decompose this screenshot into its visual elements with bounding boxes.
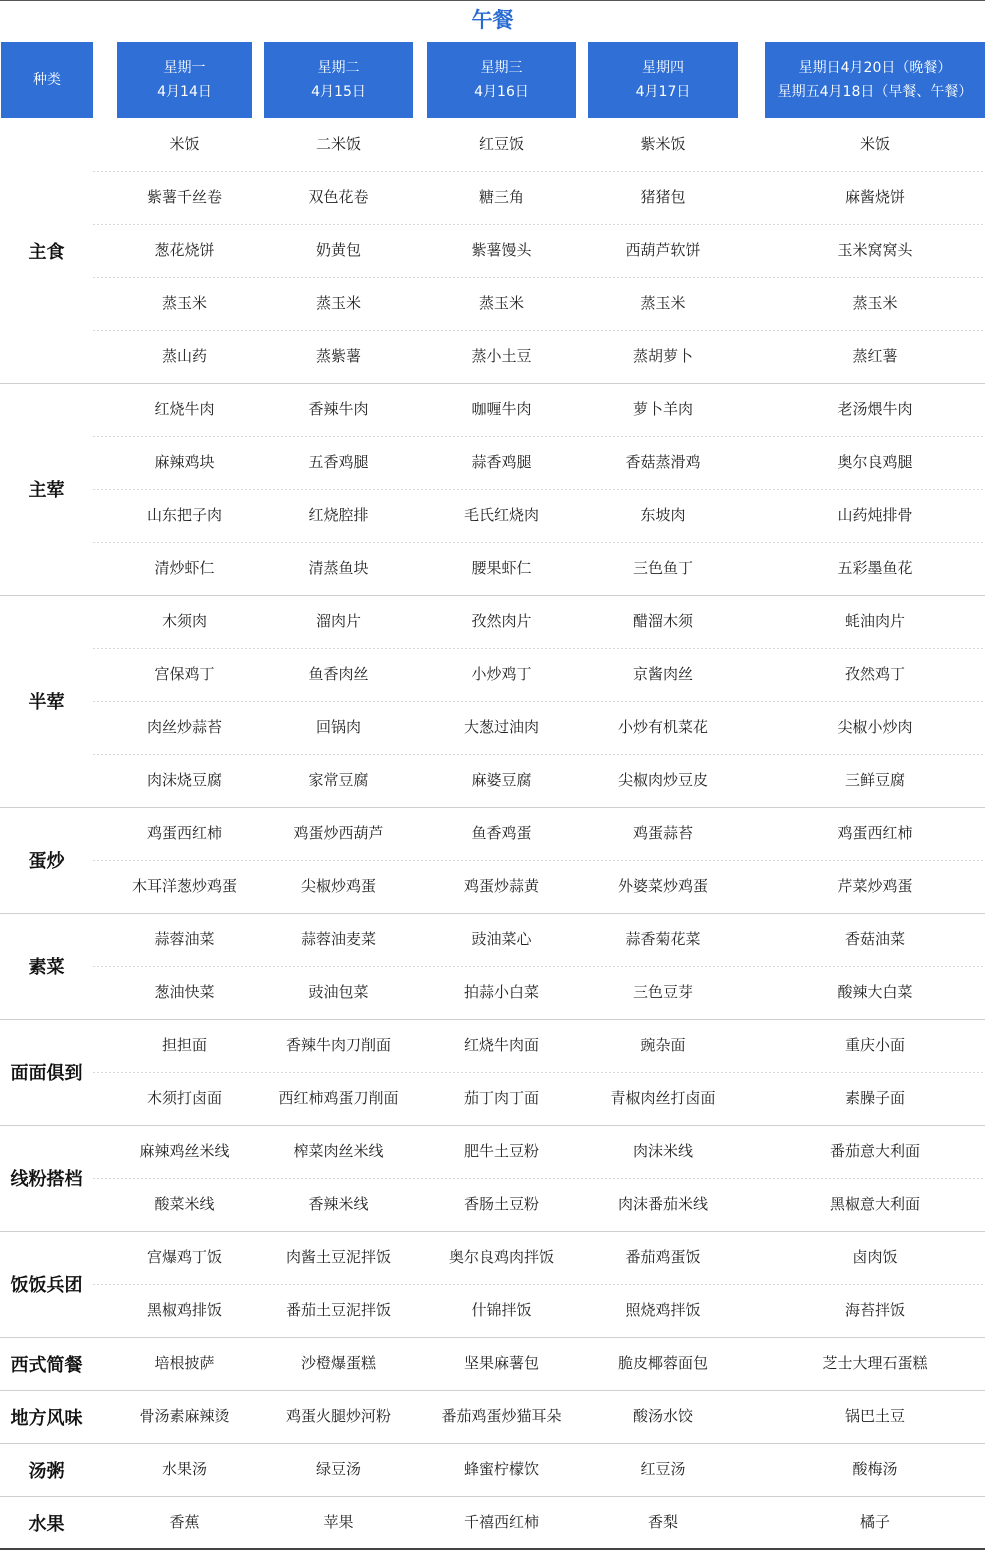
dish-cell: 红烧牛肉面 (463, 1036, 539, 1054)
dish-cell: 回锅肉 (315, 718, 361, 736)
dish-cell: 山药炖排骨 (837, 506, 913, 524)
dish-cell: 香肠土豆粉 (463, 1195, 539, 1213)
dish-cell: 肥牛土豆粉 (463, 1142, 539, 1160)
table-row (0, 701, 985, 754)
header-day-4 (588, 42, 738, 118)
dish-cell: 海苔拌饭 (844, 1301, 905, 1319)
dish-cell: 米饭 (169, 135, 200, 153)
table-row (0, 860, 985, 913)
category-label: 水果 (28, 1513, 65, 1535)
dish-cell: 清蒸鱼块 (308, 559, 369, 577)
dish-cell: 蒜蓉油麦菜 (300, 930, 376, 948)
dish-cell: 蒜香鸡腿 (471, 453, 532, 471)
dish-cell: 豉油包菜 (308, 983, 369, 1001)
dish-cell: 绿豆汤 (315, 1460, 361, 1478)
category-label: 面面俱到 (10, 1063, 83, 1084)
dish-cell: 尖椒炒鸡蛋 (300, 877, 376, 895)
dish-cell: 猪猪包 (640, 188, 686, 206)
dish-cell: 黑椒意大利面 (829, 1195, 920, 1213)
header-day-4-line2: 4月17日 (635, 84, 691, 100)
dish-cell: 酸辣大白菜 (837, 983, 913, 1001)
dish-cell: 鸡蛋西红柿 (837, 824, 913, 842)
dish-cell: 鸡蛋蒜苔 (632, 824, 693, 842)
dish-cell: 糖三角 (478, 188, 524, 206)
header-day-1 (117, 42, 252, 118)
page-title: 午餐 (471, 8, 514, 32)
dish-cell: 番茄鸡蛋炒猫耳朵 (441, 1407, 562, 1425)
table-row (0, 171, 985, 224)
category-label: 半荤 (28, 692, 65, 713)
dish-cell: 锅巴土豆 (844, 1407, 905, 1425)
dish-cell: 榨菜肉丝米线 (293, 1142, 384, 1160)
dish-cell: 紫薯馒头 (471, 241, 532, 259)
table-row (0, 1178, 985, 1231)
dish-cell: 鸡蛋炒西葫芦 (293, 824, 384, 842)
dish-cell: 二米饭 (315, 135, 361, 153)
dish-cell: 外婆菜炒鸡蛋 (617, 877, 708, 895)
table-row (0, 754, 985, 807)
dish-cell: 溜肉片 (315, 612, 361, 630)
dish-cell: 西葫芦软饼 (625, 241, 701, 259)
dish-cell: 三鲜豆腐 (844, 771, 905, 789)
table-row (0, 1125, 985, 1178)
dish-cell: 尖椒肉炒豆皮 (617, 771, 708, 789)
category-label: 素菜 (28, 957, 65, 978)
dish-cell: 培根披萨 (154, 1354, 215, 1372)
header-day-3-line1: 星期三 (480, 60, 523, 76)
table-row (0, 966, 985, 1019)
table-row (0, 1443, 985, 1496)
header-day-2 (264, 42, 413, 118)
dish-cell: 蒸红薯 (852, 347, 898, 365)
category-label: 饭饭兵团 (10, 1275, 83, 1296)
header-day-2-line2: 4月15日 (311, 84, 366, 100)
dish-cell: 骨汤素麻辣烫 (139, 1407, 230, 1425)
dish-cell: 肉丝炒蒜苔 (146, 718, 222, 736)
dish-cell: 鸡蛋炒蒜黄 (463, 877, 539, 895)
table-row (0, 1390, 985, 1443)
category-label: 主荤 (28, 480, 65, 501)
dish-cell: 紫米饭 (640, 135, 686, 153)
dish-cell: 豌杂面 (640, 1036, 686, 1054)
header-day-2-line1: 星期二 (317, 60, 360, 76)
dish-cell: 肉沫米线 (632, 1142, 693, 1160)
dish-cell: 木须肉 (161, 612, 207, 630)
table-row (0, 1337, 985, 1390)
table-row (0, 436, 985, 489)
table-row (0, 383, 985, 436)
dish-cell: 豉油菜心 (471, 930, 532, 948)
dish-cell: 奥尔良鸡腿 (837, 453, 913, 471)
dish-cell: 蒜蓉油菜 (154, 930, 215, 948)
dish-cell: 葱油快菜 (154, 983, 215, 1001)
dish-cell: 宫保鸡丁 (154, 665, 215, 683)
dish-cell: 玉米窝窝头 (837, 241, 913, 259)
dish-cell: 三色豆芽 (632, 983, 693, 1001)
dish-cell: 奶黄包 (315, 241, 361, 259)
dish-cell: 蒸胡萝卜 (632, 347, 693, 365)
dish-cell: 尖椒小炒肉 (837, 718, 913, 736)
table-row (0, 1072, 985, 1125)
table-row (0, 118, 985, 171)
dish-cell: 西红柿鸡蛋刀削面 (278, 1089, 399, 1107)
dish-cell: 酸汤水饺 (632, 1407, 693, 1425)
table-row (0, 648, 985, 701)
table-row (0, 1019, 985, 1072)
header-day-3-line2: 4月16日 (474, 84, 529, 100)
dish-cell: 素臊子面 (844, 1089, 905, 1107)
dish-cell: 鱼香鸡蛋 (471, 824, 532, 842)
dish-cell: 米饭 (859, 135, 890, 153)
dish-cell: 黑椒鸡排饭 (146, 1301, 222, 1319)
dish-cell: 红烧腔排 (308, 506, 369, 524)
category-label: 线粉搭档 (10, 1169, 83, 1190)
dish-cell: 卤肉饭 (852, 1248, 898, 1266)
dish-cell: 东坡肉 (640, 506, 686, 524)
dish-cell: 家常豆腐 (308, 771, 369, 789)
dish-cell: 麻酱烧饼 (844, 188, 905, 206)
dish-cell: 酸菜米线 (154, 1195, 215, 1213)
dish-cell: 香菇蒸滑鸡 (625, 453, 701, 471)
table-row (0, 489, 985, 542)
dish-cell: 小炒鸡丁 (471, 665, 532, 683)
dish-cell: 千禧西红柿 (463, 1513, 539, 1531)
dish-cell: 五彩墨鱼花 (837, 559, 913, 577)
dish-cell: 香辣米线 (308, 1195, 369, 1213)
header-day-3 (427, 42, 576, 118)
header-category: 种类 (1, 42, 93, 118)
dish-cell: 红豆汤 (640, 1460, 686, 1478)
dish-cell: 鸡蛋火腿炒河粉 (285, 1407, 391, 1425)
header-day-4-line1: 星期四 (642, 60, 684, 76)
dish-cell: 京酱肉丝 (632, 665, 693, 683)
category-label: 西式简餐 (10, 1354, 83, 1376)
dish-cell: 毛氏红烧肉 (463, 506, 539, 524)
dish-cell: 橘子 (859, 1513, 890, 1531)
dish-cell: 蒸山药 (161, 347, 207, 365)
header-day-5 (765, 42, 985, 118)
dish-cell: 红豆饭 (478, 135, 524, 153)
dish-cell: 萝卜羊肉 (632, 400, 693, 418)
dish-cell: 香辣牛肉刀削面 (285, 1036, 391, 1054)
dish-cell: 清炒虾仁 (154, 559, 215, 577)
dish-cell: 蚝油肉片 (844, 612, 905, 630)
dish-cell: 小炒有机菜花 (617, 718, 708, 736)
header-day-1-line1: 星期一 (163, 60, 206, 76)
dish-cell: 大葱过油肉 (463, 718, 539, 736)
header-day-5-line2: 星期五4月18日（早餐、午餐） (777, 84, 973, 100)
dish-cell: 蒜香菊花菜 (625, 930, 701, 948)
dish-cell: 坚果麻薯包 (463, 1354, 539, 1372)
dish-cell: 肉沫番茄米线 (617, 1195, 708, 1213)
dish-cell: 水果汤 (161, 1460, 207, 1478)
dish-cell: 鱼香肉丝 (308, 665, 369, 683)
table-row (0, 913, 985, 966)
dish-cell: 老汤煨牛肉 (837, 400, 913, 418)
dish-cell: 番茄鸡蛋饭 (625, 1248, 701, 1266)
dish-cell: 宫爆鸡丁饭 (146, 1248, 222, 1266)
dish-cell: 青椒肉丝打卤面 (610, 1089, 716, 1107)
dish-cell: 酸梅汤 (852, 1460, 898, 1478)
category-label: 汤粥 (28, 1460, 65, 1482)
dish-cell: 麻婆豆腐 (471, 771, 532, 789)
dish-cell: 芝士大理石蛋糕 (822, 1354, 928, 1372)
dish-cell: 麻辣鸡块 (154, 453, 215, 471)
dish-cell: 蜂蜜柠檬饮 (463, 1460, 539, 1478)
table-row (0, 595, 985, 648)
table-row (0, 1231, 985, 1284)
dish-cell: 红烧牛肉 (154, 400, 215, 418)
dish-cell: 肉沫烧豆腐 (146, 771, 222, 789)
dish-cell: 醋溜木须 (632, 612, 693, 630)
table-row (0, 807, 985, 860)
dish-cell: 木耳洋葱炒鸡蛋 (131, 877, 237, 895)
dish-cell: 双色花卷 (308, 188, 369, 206)
header-day-1-line2: 4月14日 (157, 84, 212, 100)
dish-cell: 照烧鸡拌饭 (625, 1301, 701, 1319)
dish-cell: 沙橙爆蛋糕 (300, 1354, 376, 1372)
dish-cell: 孜然鸡丁 (844, 665, 905, 683)
dish-cell: 香梨 (647, 1513, 678, 1531)
table-row (0, 330, 985, 383)
dish-cell: 芹菜炒鸡蛋 (837, 877, 913, 895)
dish-cell: 紫薯千丝卷 (146, 188, 222, 206)
header-day-5-line1: 星期日4月20日（晚餐） (798, 60, 952, 76)
dish-cell: 葱花烧饼 (154, 241, 215, 259)
table-row (0, 542, 985, 595)
dish-cell: 蒸玉米 (161, 294, 207, 312)
dish-cell: 五香鸡腿 (308, 453, 369, 471)
dish-cell: 蒸玉米 (852, 294, 898, 312)
dish-cell: 蒸紫薯 (315, 347, 361, 365)
table-row (0, 1496, 985, 1549)
table-row (0, 1284, 985, 1337)
dish-cell: 腰果虾仁 (471, 559, 532, 577)
dish-cell: 重庆小面 (844, 1036, 905, 1054)
dish-cell: 孜然肉片 (471, 612, 532, 630)
dish-cell: 脆皮椰蓉面包 (617, 1354, 708, 1372)
dish-cell: 三色鱼丁 (632, 559, 693, 577)
dish-cell: 咖喱牛肉 (471, 400, 532, 418)
dish-cell: 蒸玉米 (478, 294, 524, 312)
dish-cell: 麻辣鸡丝米线 (139, 1142, 230, 1160)
dish-cell: 蒸玉米 (315, 294, 361, 312)
category-label: 主食 (28, 241, 65, 263)
dish-cell: 蒸玉米 (640, 294, 686, 312)
dish-cell: 肉酱土豆泥拌饭 (285, 1248, 391, 1266)
dish-cell: 香菇油菜 (844, 930, 905, 948)
dish-cell: 奥尔良鸡肉拌饭 (448, 1248, 554, 1266)
dish-cell: 木须打卤面 (146, 1089, 222, 1107)
table-row (0, 224, 985, 277)
dish-cell: 蒸小土豆 (471, 347, 532, 365)
dish-cell: 鸡蛋西红柿 (146, 824, 222, 842)
dish-cell: 拍蒜小白菜 (463, 983, 539, 1001)
dish-cell: 担担面 (161, 1036, 207, 1054)
table-row (0, 277, 985, 330)
dish-cell: 茄丁肉丁面 (463, 1089, 539, 1107)
dish-cell: 香蕉 (169, 1513, 200, 1531)
category-label: 蛋炒 (28, 851, 65, 872)
dish-cell: 苹果 (323, 1513, 354, 1531)
dish-cell: 番茄意大利面 (829, 1142, 920, 1160)
dish-cell: 番茄土豆泥拌饭 (285, 1301, 391, 1319)
dish-cell: 香辣牛肉 (308, 400, 369, 418)
category-label: 地方风味 (10, 1407, 83, 1429)
dish-cell: 什锦拌饭 (471, 1301, 532, 1319)
dish-cell: 山东把子肉 (146, 506, 222, 524)
